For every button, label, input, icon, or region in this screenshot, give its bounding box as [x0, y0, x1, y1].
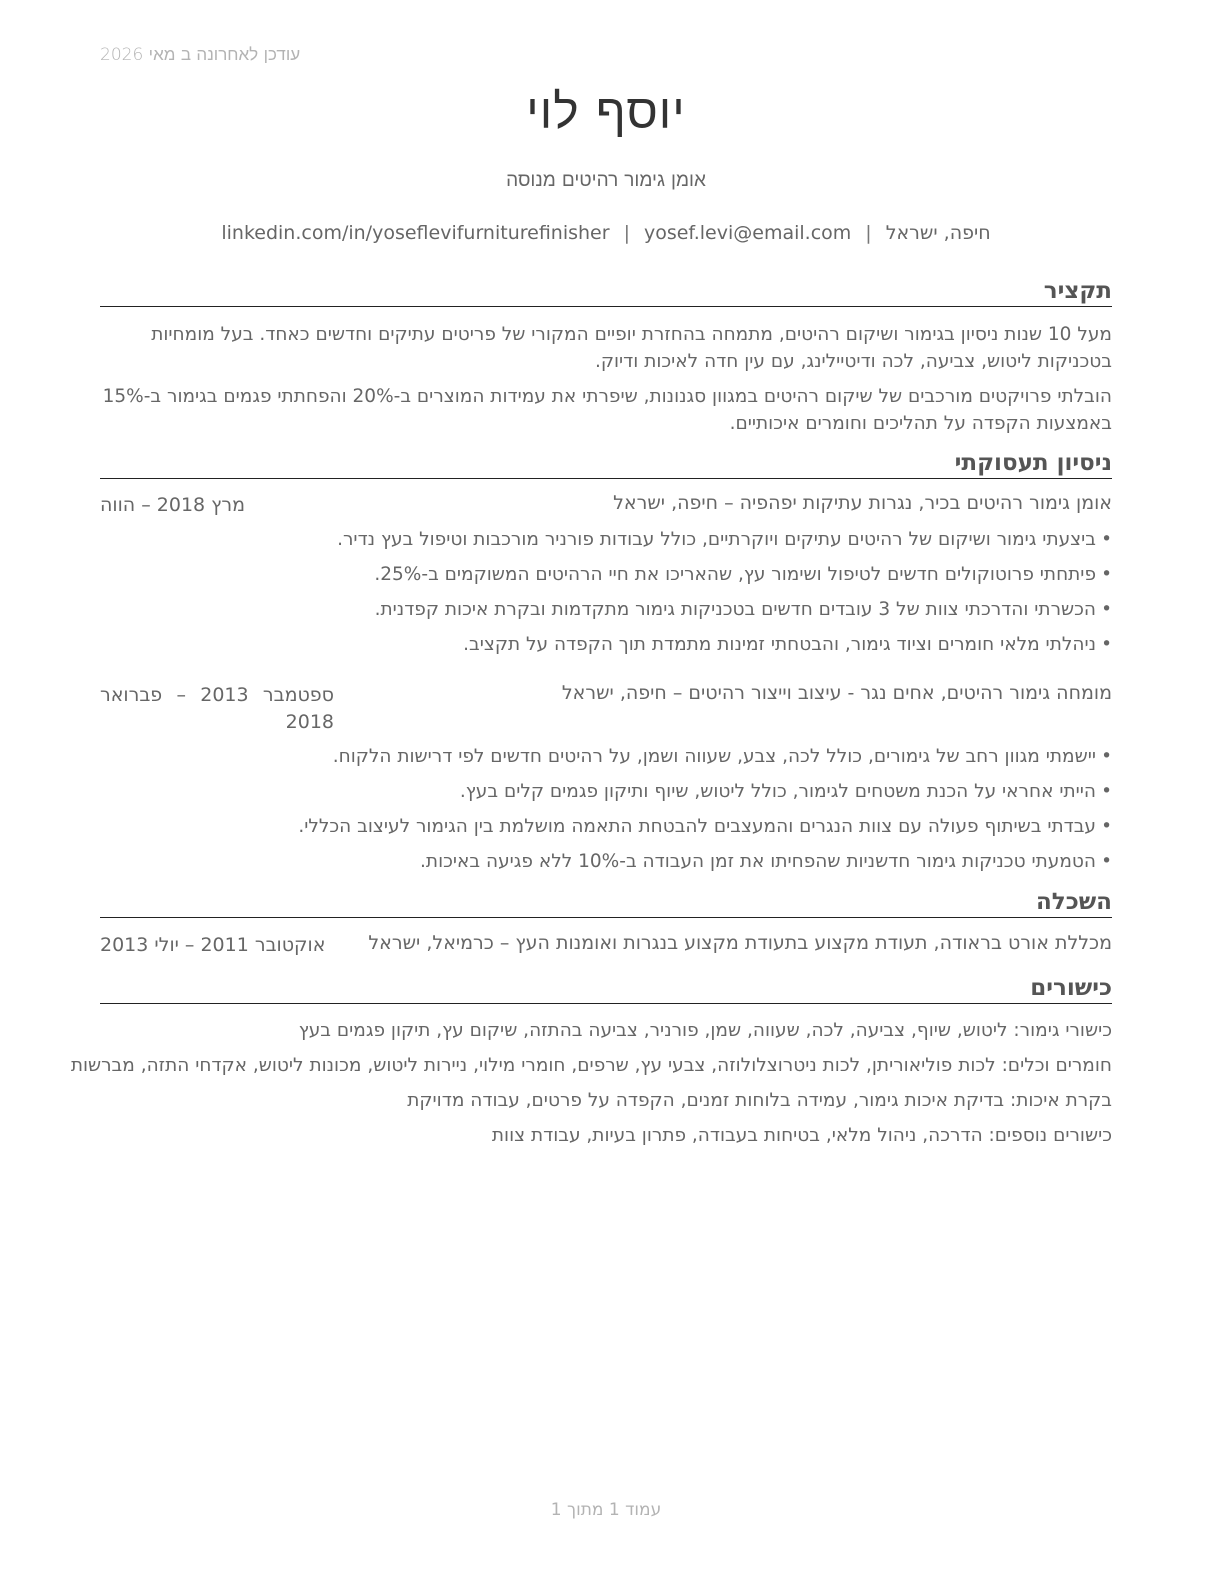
list-item: • ניהלתי מלאי חומרים וציוד גימור, והבטחתי זמינות מתמדת תוך הקפדה על תקציב.	[100, 627, 1112, 662]
job-bullets	[100, 739, 1112, 879]
email-link[interactable]: yosef.levi@email.com	[643, 222, 852, 244]
section-heading-summary: תקציר	[100, 276, 1112, 307]
last-updated-note: עודכן לאחרונה ב מאי 2026	[100, 45, 301, 65]
job-dates: מרץ 2018 – הווה	[100, 494, 246, 516]
job-entry	[100, 682, 1112, 879]
page-number: עמוד 1 מתוך 1	[550, 1500, 662, 1520]
list-item: • הייתי אחראי על הכנת משטחים לגימור, כולל ליטוש, שיוף ותיקון פגמים קלים בעץ.	[100, 774, 1112, 809]
contact-separator: |	[865, 222, 872, 244]
job-role: מומחה גימור רהיטים, אחים נגר - עיצוב וייצור רהיטים – חיפה, ישראל	[561, 682, 1112, 704]
candidate-title: אומן גימור רהיטים מנוסה	[506, 169, 706, 191]
list-item: • עבדתי בשיתוף פעולה עם צוות הנגרים והמעצבים להבטחת התאמה מושלמת בין הגימור לעיצוב הכללי.	[100, 809, 1112, 844]
section-heading-experience: ניסיון תעסוקתי	[100, 448, 1112, 479]
job-dates: ספטמבר 2013 – פברואר 2018	[100, 684, 334, 733]
section-heading-skills: כישורים	[100, 973, 1112, 1004]
skills-line: חומרים וכלים: לכות פוליאוריתן, לכות ניטרוצלולוזה, צבעי עץ, שרפים, חומרי מילוי, ניירות ליטוש, מכונות ליטוש, אקדחי התזה, מברשות	[70, 1055, 1112, 1076]
education-section	[100, 887, 1112, 962]
linkedin-link[interactable]: linkedin.com/in/yoseflevifurniturefinisher	[221, 222, 610, 244]
job-entry	[100, 492, 1112, 662]
resume-page	[70, 0, 1112, 1584]
list-item: • הכשרתי והדרכתי צוות של 3 עובדים חדשים בטכניקות גימור מתקדמות ובקרת איכות קפדנית.	[100, 592, 1112, 627]
list-item: • ביצעתי גימור ושיקום של רהיטים עתיקים ויוקרתיים, כולל עבודות פורניר מורכבות וטיפול בעץ נדיר.	[100, 522, 1112, 557]
skills-line: כישורי גימור: ליטוש, שיוף, צביעה, לכה, שעווה, שמן, פורניר, צביעה בהתזה, שיקום עץ, תיקון פגמים בעץ	[298, 1020, 1112, 1041]
list-item: • יישמתי מגוון רחב של גימורים, כולל לכה, צבע, שעווה ושמן, על רהיטים חדשים לפי דרישות הלקוח.	[100, 739, 1112, 774]
contact-line	[100, 222, 1112, 244]
education-entry	[100, 932, 1112, 962]
job-bullets	[100, 522, 1112, 662]
summary-paragraph: מעל 10 שנות ניסיון בגימור ושיקום רהיטים, מתמחה בהחזרת יופיים המקורי של פריטים עתיקים וחדשים כאחד. בעל מומחיות בטכניקות ליטוש, צביעה, לכה ודיטיילינג, עם עין חדה לאיכות ודיוק.	[151, 324, 1112, 372]
location-text: חיפה, ישראל	[885, 222, 991, 244]
skills-line: בקרת איכות: בדיקת איכות גימור, עמידה בלוחות זמנים, הקפדה על פרטים, עבודה מדויקת	[407, 1090, 1112, 1111]
summary-section	[100, 276, 1112, 437]
education-dates: אוקטובר 2011 – יולי 2013	[100, 934, 326, 956]
education-text: מכללת אורט בראודה, תעודת מקצוע בתעודת מקצוע בנגרות ואומנות העץ – כרמיאל, ישראל	[368, 932, 1112, 954]
list-item: • פיתחתי פרוטוקולים חדשים לטיפול ושימור עץ, שהאריכו את חיי הרהיטים המשוקמים ב-25%.	[100, 557, 1112, 592]
candidate-name: יוסף לוי	[526, 84, 686, 140]
list-item: • הטמעתי טכניקות גימור חדשניות שהפחיתו את זמן העבודה ב-10% ללא פגיעה באיכות.	[100, 844, 1112, 879]
skills-line: כישורים נוספים: הדרכה, ניהול מלאי, בטיחות בעבודה, פתרון בעיות, עבודת צוות	[491, 1125, 1112, 1146]
contact-separator: |	[623, 222, 630, 244]
skills-section	[70, 973, 1112, 1153]
job-role: אומן גימור רהיטים בכיר, נגרות עתיקות יפהפיה – חיפה, ישראל	[613, 492, 1112, 514]
section-heading-education: השכלה	[100, 887, 1112, 918]
summary-paragraph: הובלתי פרויקטים מורכבים של שיקום רהיטים במגוון סגנונות, שיפרתי את עמידות המוצרים ב-20% והפחתתי פגמים בגימור ב-15% באמצעות הקפדה על תהליכים וחומרים איכותיים.	[102, 386, 1112, 434]
experience-section	[100, 448, 1112, 879]
